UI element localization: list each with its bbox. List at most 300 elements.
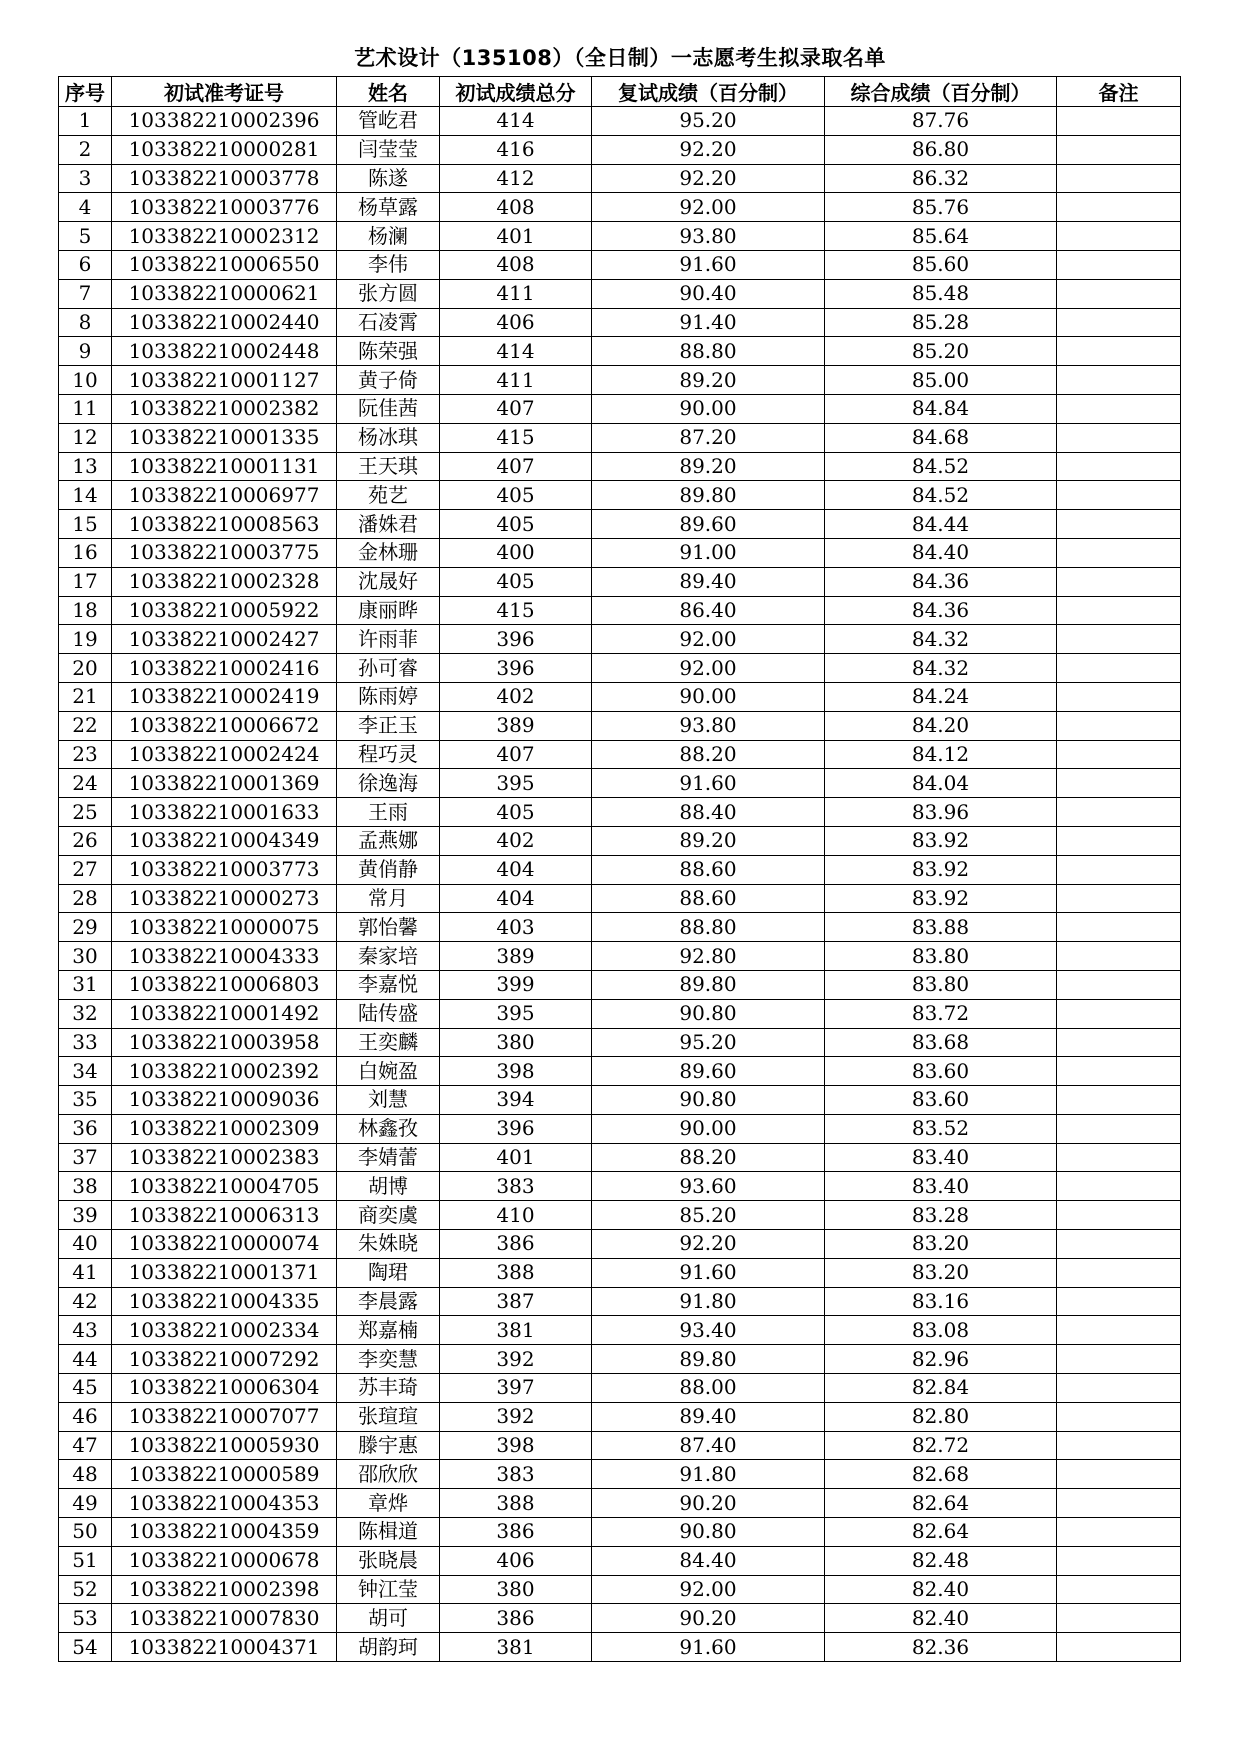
cell-retest-score: 88.20 — [592, 740, 825, 769]
table-row — [59, 222, 1181, 251]
cell-serial-number: 29 — [59, 913, 112, 942]
header-initial-total-score: 初试成绩总分 — [440, 77, 592, 107]
cell-exam-ticket-number: 103382210000589 — [112, 1460, 337, 1489]
cell-remarks — [1057, 1633, 1181, 1662]
cell-remarks — [1057, 1431, 1181, 1460]
cell-initial-total-score: 397 — [440, 1374, 592, 1403]
cell-serial-number: 41 — [59, 1258, 112, 1287]
cell-exam-ticket-number: 103382210001369 — [112, 769, 337, 798]
table-row — [59, 135, 1181, 164]
cell-exam-ticket-number: 103382210002424 — [112, 740, 337, 769]
cell-initial-total-score: 399 — [440, 970, 592, 999]
cell-serial-number: 3 — [59, 164, 112, 193]
cell-serial-number: 34 — [59, 1057, 112, 1086]
cell-remarks — [1057, 366, 1181, 395]
table-row — [59, 798, 1181, 827]
cell-retest-score: 93.40 — [592, 1316, 825, 1345]
cell-name: 林鑫孜 — [337, 1114, 440, 1143]
cell-name: 陈遂 — [337, 164, 440, 193]
header-serial-number: 序号 — [59, 77, 112, 107]
cell-initial-total-score: 387 — [440, 1287, 592, 1316]
table-row — [59, 711, 1181, 740]
cell-initial-total-score: 389 — [440, 942, 592, 971]
cell-initial-total-score: 410 — [440, 1201, 592, 1230]
cell-name: 李伟 — [337, 250, 440, 279]
cell-initial-total-score: 380 — [440, 1028, 592, 1057]
cell-exam-ticket-number: 103382210002419 — [112, 682, 337, 711]
cell-remarks — [1057, 1086, 1181, 1115]
table-row — [59, 596, 1181, 625]
cell-remarks — [1057, 1143, 1181, 1172]
header-remarks: 备注 — [1057, 77, 1181, 107]
cell-remarks — [1057, 1460, 1181, 1489]
cell-name: 张瑄瑄 — [337, 1402, 440, 1431]
cell-remarks — [1057, 625, 1181, 654]
cell-serial-number: 19 — [59, 625, 112, 654]
cell-serial-number: 1 — [59, 107, 112, 136]
cell-name: 徐逸海 — [337, 769, 440, 798]
header-row — [59, 77, 1181, 107]
admission-list-table — [58, 76, 1181, 1662]
table-row — [59, 1028, 1181, 1057]
cell-retest-score: 92.00 — [592, 654, 825, 683]
cell-remarks — [1057, 1518, 1181, 1547]
cell-retest-score: 88.60 — [592, 884, 825, 913]
cell-remarks — [1057, 769, 1181, 798]
table-row — [59, 1287, 1181, 1316]
table-row — [59, 913, 1181, 942]
cell-remarks — [1057, 740, 1181, 769]
cell-exam-ticket-number: 103382210000074 — [112, 1230, 337, 1259]
header-retest-score: 复试成绩（百分制） — [592, 77, 825, 107]
cell-name: 沈晟好 — [337, 567, 440, 596]
cell-composite-score: 83.08 — [825, 1316, 1057, 1345]
cell-retest-score: 88.00 — [592, 1374, 825, 1403]
cell-composite-score: 84.52 — [825, 481, 1057, 510]
cell-remarks — [1057, 452, 1181, 481]
cell-name: 章烨 — [337, 1489, 440, 1518]
cell-composite-score: 83.92 — [825, 884, 1057, 913]
cell-composite-score: 84.24 — [825, 682, 1057, 711]
cell-serial-number: 30 — [59, 942, 112, 971]
cell-name: 朱姝晓 — [337, 1230, 440, 1259]
cell-retest-score: 89.20 — [592, 366, 825, 395]
cell-composite-score: 83.92 — [825, 826, 1057, 855]
cell-remarks — [1057, 1230, 1181, 1259]
cell-exam-ticket-number: 103382210004353 — [112, 1489, 337, 1518]
cell-initial-total-score: 406 — [440, 308, 592, 337]
cell-remarks — [1057, 913, 1181, 942]
cell-exam-ticket-number: 103382210006313 — [112, 1201, 337, 1230]
cell-remarks — [1057, 884, 1181, 913]
header-name: 姓名 — [337, 77, 440, 107]
cell-initial-total-score: 388 — [440, 1489, 592, 1518]
cell-name: 康丽晔 — [337, 596, 440, 625]
cell-composite-score: 83.88 — [825, 913, 1057, 942]
header-exam-ticket-number: 初试准考证号 — [112, 77, 337, 107]
cell-remarks — [1057, 1402, 1181, 1431]
cell-initial-total-score: 412 — [440, 164, 592, 193]
cell-remarks — [1057, 970, 1181, 999]
cell-remarks — [1057, 798, 1181, 827]
cell-serial-number: 36 — [59, 1114, 112, 1143]
cell-name: 王天琪 — [337, 452, 440, 481]
cell-name: 商奕虞 — [337, 1201, 440, 1230]
cell-serial-number: 11 — [59, 394, 112, 423]
cell-retest-score: 93.80 — [592, 222, 825, 251]
cell-name: 滕宇惠 — [337, 1431, 440, 1460]
cell-initial-total-score: 398 — [440, 1057, 592, 1086]
cell-exam-ticket-number: 103382210002416 — [112, 654, 337, 683]
table-row — [59, 1230, 1181, 1259]
cell-remarks — [1057, 107, 1181, 136]
cell-retest-score: 95.20 — [592, 107, 825, 136]
cell-name: 白婉盈 — [337, 1057, 440, 1086]
table-row — [59, 1057, 1181, 1086]
cell-name: 孙可睿 — [337, 654, 440, 683]
cell-serial-number: 51 — [59, 1546, 112, 1575]
cell-name: 管屹君 — [337, 107, 440, 136]
cell-initial-total-score: 415 — [440, 423, 592, 452]
cell-initial-total-score: 383 — [440, 1460, 592, 1489]
cell-serial-number: 12 — [59, 423, 112, 452]
cell-exam-ticket-number: 103382210008563 — [112, 510, 337, 539]
cell-retest-score: 92.20 — [592, 164, 825, 193]
cell-remarks — [1057, 1575, 1181, 1604]
cell-initial-total-score: 394 — [440, 1086, 592, 1115]
cell-exam-ticket-number: 103382210001633 — [112, 798, 337, 827]
cell-name: 秦家培 — [337, 942, 440, 971]
table-row — [59, 1258, 1181, 1287]
cell-initial-total-score: 380 — [440, 1575, 592, 1604]
cell-initial-total-score: 411 — [440, 279, 592, 308]
cell-serial-number: 8 — [59, 308, 112, 337]
cell-retest-score: 89.80 — [592, 481, 825, 510]
cell-retest-score: 89.20 — [592, 826, 825, 855]
cell-retest-score: 89.80 — [592, 1345, 825, 1374]
cell-composite-score: 84.84 — [825, 394, 1057, 423]
cell-name: 胡博 — [337, 1172, 440, 1201]
cell-name: 黄俏静 — [337, 855, 440, 884]
cell-name: 李正玉 — [337, 711, 440, 740]
cell-composite-score: 83.92 — [825, 855, 1057, 884]
cell-remarks — [1057, 711, 1181, 740]
cell-composite-score: 84.12 — [825, 740, 1057, 769]
cell-composite-score: 86.80 — [825, 135, 1057, 164]
cell-serial-number: 40 — [59, 1230, 112, 1259]
cell-serial-number: 13 — [59, 452, 112, 481]
cell-name: 张晓晨 — [337, 1546, 440, 1575]
cell-serial-number: 4 — [59, 193, 112, 222]
cell-serial-number: 15 — [59, 510, 112, 539]
cell-composite-score: 85.60 — [825, 250, 1057, 279]
cell-initial-total-score: 402 — [440, 826, 592, 855]
cell-composite-score: 83.68 — [825, 1028, 1057, 1057]
cell-name: 杨草露 — [337, 193, 440, 222]
cell-serial-number: 35 — [59, 1086, 112, 1115]
cell-remarks — [1057, 164, 1181, 193]
cell-initial-total-score: 411 — [440, 366, 592, 395]
cell-composite-score: 84.32 — [825, 654, 1057, 683]
header-composite-score: 综合成绩（百分制） — [825, 77, 1057, 107]
cell-initial-total-score: 405 — [440, 567, 592, 596]
cell-serial-number: 54 — [59, 1633, 112, 1662]
cell-retest-score: 92.00 — [592, 193, 825, 222]
cell-retest-score: 84.40 — [592, 1546, 825, 1575]
table-row — [59, 1604, 1181, 1633]
cell-name: 李婧蕾 — [337, 1143, 440, 1172]
cell-serial-number: 48 — [59, 1460, 112, 1489]
cell-composite-score: 82.64 — [825, 1518, 1057, 1547]
table-row — [59, 1402, 1181, 1431]
cell-serial-number: 43 — [59, 1316, 112, 1345]
cell-serial-number: 47 — [59, 1431, 112, 1460]
cell-exam-ticket-number: 103382210006550 — [112, 250, 337, 279]
cell-name: 李奕慧 — [337, 1345, 440, 1374]
cell-remarks — [1057, 1258, 1181, 1287]
cell-retest-score: 95.20 — [592, 1028, 825, 1057]
cell-initial-total-score: 383 — [440, 1172, 592, 1201]
cell-name: 阮佳茜 — [337, 394, 440, 423]
table-row — [59, 366, 1181, 395]
cell-exam-ticket-number: 103382210004349 — [112, 826, 337, 855]
cell-initial-total-score: 402 — [440, 682, 592, 711]
cell-exam-ticket-number: 103382210004335 — [112, 1287, 337, 1316]
cell-exam-ticket-number: 103382210003773 — [112, 855, 337, 884]
cell-initial-total-score: 405 — [440, 481, 592, 510]
cell-retest-score: 90.80 — [592, 1518, 825, 1547]
cell-remarks — [1057, 1028, 1181, 1057]
cell-retest-score: 90.20 — [592, 1489, 825, 1518]
cell-composite-score: 83.16 — [825, 1287, 1057, 1316]
cell-retest-score: 85.20 — [592, 1201, 825, 1230]
cell-remarks — [1057, 1604, 1181, 1633]
cell-exam-ticket-number: 103382210007292 — [112, 1345, 337, 1374]
cell-exam-ticket-number: 103382210003775 — [112, 538, 337, 567]
cell-exam-ticket-number: 103382210002309 — [112, 1114, 337, 1143]
cell-composite-score: 83.52 — [825, 1114, 1057, 1143]
cell-initial-total-score: 389 — [440, 711, 592, 740]
cell-retest-score: 90.80 — [592, 999, 825, 1028]
table-row — [59, 164, 1181, 193]
cell-retest-score: 91.60 — [592, 769, 825, 798]
cell-composite-score: 84.36 — [825, 596, 1057, 625]
cell-initial-total-score: 386 — [440, 1230, 592, 1259]
cell-exam-ticket-number: 103382210004371 — [112, 1633, 337, 1662]
table-row — [59, 769, 1181, 798]
cell-exam-ticket-number: 103382210002328 — [112, 567, 337, 596]
cell-exam-ticket-number: 103382210001371 — [112, 1258, 337, 1287]
cell-retest-score: 92.80 — [592, 942, 825, 971]
cell-remarks — [1057, 394, 1181, 423]
table-row — [59, 193, 1181, 222]
cell-remarks — [1057, 567, 1181, 596]
cell-remarks — [1057, 1489, 1181, 1518]
cell-exam-ticket-number: 103382210005922 — [112, 596, 337, 625]
table-row — [59, 423, 1181, 452]
cell-name: 杨冰琪 — [337, 423, 440, 452]
cell-initial-total-score: 407 — [440, 740, 592, 769]
cell-remarks — [1057, 826, 1181, 855]
cell-exam-ticket-number: 103382210000621 — [112, 279, 337, 308]
cell-remarks — [1057, 538, 1181, 567]
cell-remarks — [1057, 279, 1181, 308]
cell-retest-score: 86.40 — [592, 596, 825, 625]
cell-serial-number: 37 — [59, 1143, 112, 1172]
cell-remarks — [1057, 250, 1181, 279]
cell-name: 陈荣强 — [337, 337, 440, 366]
cell-exam-ticket-number: 103382210002312 — [112, 222, 337, 251]
cell-composite-score: 83.60 — [825, 1057, 1057, 1086]
cell-serial-number: 49 — [59, 1489, 112, 1518]
cell-exam-ticket-number: 103382210000678 — [112, 1546, 337, 1575]
cell-initial-total-score: 400 — [440, 538, 592, 567]
table-row — [59, 107, 1181, 136]
cell-initial-total-score: 392 — [440, 1345, 592, 1374]
cell-serial-number: 28 — [59, 884, 112, 913]
cell-exam-ticket-number: 103382210004359 — [112, 1518, 337, 1547]
cell-remarks — [1057, 855, 1181, 884]
cell-name: 常月 — [337, 884, 440, 913]
cell-remarks — [1057, 1345, 1181, 1374]
cell-composite-score: 82.48 — [825, 1546, 1057, 1575]
cell-exam-ticket-number: 103382210002383 — [112, 1143, 337, 1172]
cell-composite-score: 83.96 — [825, 798, 1057, 827]
cell-serial-number: 53 — [59, 1604, 112, 1633]
cell-composite-score: 82.40 — [825, 1604, 1057, 1633]
cell-remarks — [1057, 1114, 1181, 1143]
cell-retest-score: 92.20 — [592, 1230, 825, 1259]
cell-composite-score: 83.80 — [825, 970, 1057, 999]
cell-initial-total-score: 388 — [440, 1258, 592, 1287]
cell-initial-total-score: 408 — [440, 193, 592, 222]
cell-name: 孟燕娜 — [337, 826, 440, 855]
cell-serial-number: 16 — [59, 538, 112, 567]
cell-composite-score: 83.28 — [825, 1201, 1057, 1230]
cell-retest-score: 89.80 — [592, 970, 825, 999]
cell-serial-number: 14 — [59, 481, 112, 510]
cell-initial-total-score: 405 — [440, 798, 592, 827]
cell-composite-score: 84.40 — [825, 538, 1057, 567]
cell-name: 张方圆 — [337, 279, 440, 308]
cell-remarks — [1057, 222, 1181, 251]
cell-serial-number: 31 — [59, 970, 112, 999]
cell-exam-ticket-number: 103382210002440 — [112, 308, 337, 337]
cell-serial-number: 42 — [59, 1287, 112, 1316]
page-title: 艺术设计（135108）（全日制）一志愿考生拟录取名单 — [354, 46, 886, 70]
cell-initial-total-score: 405 — [440, 510, 592, 539]
cell-composite-score: 84.32 — [825, 625, 1057, 654]
cell-name: 石凌霄 — [337, 308, 440, 337]
cell-retest-score: 91.80 — [592, 1287, 825, 1316]
cell-retest-score: 89.20 — [592, 452, 825, 481]
table-row — [59, 1518, 1181, 1547]
table-row — [59, 884, 1181, 913]
cell-remarks — [1057, 308, 1181, 337]
cell-name: 闫莹莹 — [337, 135, 440, 164]
table-row — [59, 279, 1181, 308]
cell-serial-number: 24 — [59, 769, 112, 798]
cell-retest-score: 90.00 — [592, 682, 825, 711]
cell-exam-ticket-number: 103382210002427 — [112, 625, 337, 654]
cell-remarks — [1057, 654, 1181, 683]
table-row — [59, 1633, 1181, 1662]
cell-name: 邵欣欣 — [337, 1460, 440, 1489]
table-row — [59, 394, 1181, 423]
cell-composite-score: 82.36 — [825, 1633, 1057, 1662]
cell-initial-total-score: 407 — [440, 452, 592, 481]
table-row — [59, 970, 1181, 999]
cell-name: 陆传盛 — [337, 999, 440, 1028]
cell-exam-ticket-number: 103382210001127 — [112, 366, 337, 395]
table-row — [59, 1114, 1181, 1143]
cell-serial-number: 9 — [59, 337, 112, 366]
cell-exam-ticket-number: 103382210002392 — [112, 1057, 337, 1086]
table-row — [59, 1086, 1181, 1115]
cell-composite-score: 85.28 — [825, 308, 1057, 337]
table-row — [59, 1143, 1181, 1172]
cell-initial-total-score: 404 — [440, 855, 592, 884]
table-body — [59, 107, 1181, 1662]
cell-composite-score: 82.64 — [825, 1489, 1057, 1518]
cell-initial-total-score: 386 — [440, 1604, 592, 1633]
cell-initial-total-score: 416 — [440, 135, 592, 164]
table-row — [59, 1575, 1181, 1604]
cell-initial-total-score: 401 — [440, 222, 592, 251]
table-row — [59, 1374, 1181, 1403]
cell-exam-ticket-number: 103382210002334 — [112, 1316, 337, 1345]
cell-initial-total-score: 407 — [440, 394, 592, 423]
table-row — [59, 1546, 1181, 1575]
cell-composite-score: 83.40 — [825, 1172, 1057, 1201]
cell-serial-number: 22 — [59, 711, 112, 740]
cell-retest-score: 93.60 — [592, 1172, 825, 1201]
cell-retest-score: 90.40 — [592, 279, 825, 308]
cell-retest-score: 88.20 — [592, 1143, 825, 1172]
cell-composite-score: 84.52 — [825, 452, 1057, 481]
cell-retest-score: 92.20 — [592, 135, 825, 164]
cell-serial-number: 23 — [59, 740, 112, 769]
cell-retest-score: 91.60 — [592, 1633, 825, 1662]
cell-exam-ticket-number: 103382210002382 — [112, 394, 337, 423]
cell-exam-ticket-number: 103382210003778 — [112, 164, 337, 193]
cell-composite-score: 83.60 — [825, 1086, 1057, 1115]
table-row — [59, 942, 1181, 971]
cell-remarks — [1057, 481, 1181, 510]
cell-exam-ticket-number: 103382210004333 — [112, 942, 337, 971]
table-row — [59, 1489, 1181, 1518]
cell-retest-score: 90.80 — [592, 1086, 825, 1115]
cell-retest-score: 90.00 — [592, 1114, 825, 1143]
table-row — [59, 855, 1181, 884]
cell-serial-number: 45 — [59, 1374, 112, 1403]
cell-name: 胡可 — [337, 1604, 440, 1633]
cell-exam-ticket-number: 103382210000281 — [112, 135, 337, 164]
cell-exam-ticket-number: 103382210002396 — [112, 107, 337, 136]
cell-serial-number: 39 — [59, 1201, 112, 1230]
cell-exam-ticket-number: 103382210006304 — [112, 1374, 337, 1403]
cell-initial-total-score: 414 — [440, 337, 592, 366]
cell-composite-score: 83.40 — [825, 1143, 1057, 1172]
cell-remarks — [1057, 1546, 1181, 1575]
cell-remarks — [1057, 999, 1181, 1028]
cell-retest-score: 91.60 — [592, 1258, 825, 1287]
table-row — [59, 481, 1181, 510]
cell-initial-total-score: 381 — [440, 1316, 592, 1345]
cell-retest-score: 92.00 — [592, 625, 825, 654]
cell-remarks — [1057, 596, 1181, 625]
cell-initial-total-score: 396 — [440, 654, 592, 683]
